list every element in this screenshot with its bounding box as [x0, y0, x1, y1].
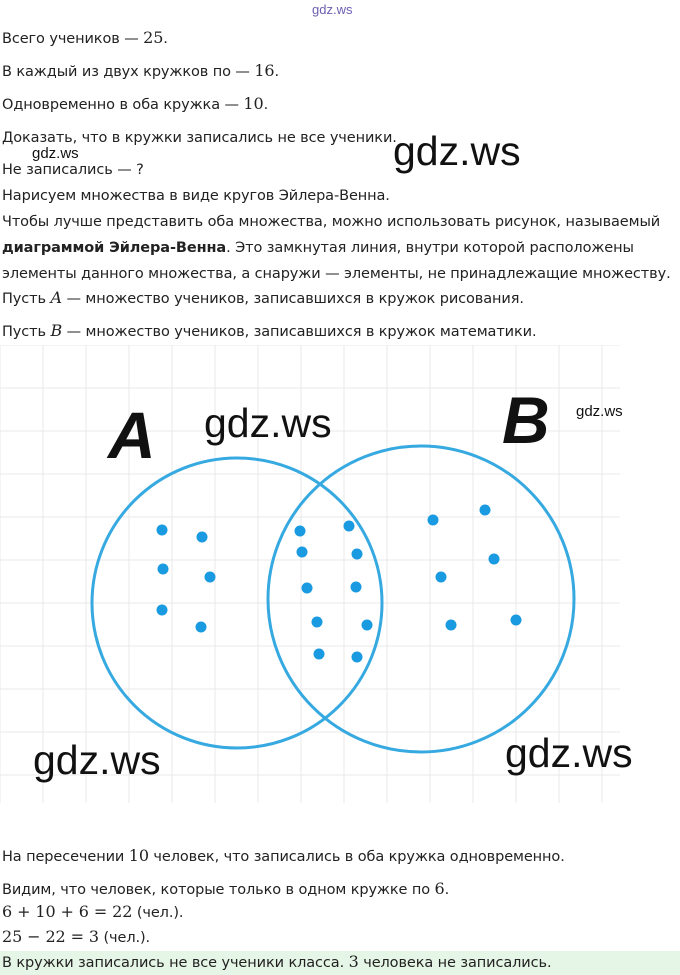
- watermark-big-2: gdz.ws: [204, 400, 332, 446]
- task-question: Не записались — ?: [2, 162, 144, 178]
- given-per-club-number: 16: [254, 61, 275, 80]
- given-per-club-text: В каждый из двух кружков по —: [2, 64, 255, 80]
- term-euler-venn: диаграммой Эйлера-Венна: [2, 240, 227, 256]
- set-b-post: — множество учеников, записавшихся в кружок математики.: [62, 324, 537, 340]
- given-total-end: .: [163, 31, 168, 47]
- student-dot: [344, 521, 355, 532]
- student-dot: [489, 554, 500, 565]
- given-both-line: [2, 94, 268, 115]
- given-per-club-end: .: [274, 64, 280, 80]
- result-intersection-number: 10: [128, 846, 149, 865]
- task-prove: Доказать, что в кружки записались не все ученики.: [2, 130, 397, 146]
- set-b-definition: [2, 321, 537, 342]
- solution-paragraph-3: элементы данного множества, а снаружи — элементы, не принадлежащие множеству.: [2, 266, 671, 282]
- student-dot: [158, 564, 169, 575]
- student-dot: [157, 605, 168, 616]
- answer-line: [2, 952, 551, 973]
- student-dot: [297, 547, 308, 558]
- student-dot: [295, 526, 306, 537]
- student-dot: [428, 515, 439, 526]
- result-intersection-post: человек, что записались в оба кружка одновременно.: [148, 849, 565, 865]
- student-dot: [196, 622, 207, 633]
- watermark-big-3: gdz.ws: [33, 737, 161, 783]
- equation-difference-unit: (чел.).: [98, 930, 151, 946]
- given-per-club-line: [2, 61, 279, 82]
- equation-difference: [2, 927, 150, 948]
- student-dot: [446, 620, 457, 631]
- student-dot: [197, 532, 208, 543]
- set-a-pre: Пусть: [2, 291, 51, 307]
- student-dot: [314, 649, 325, 660]
- student-dot: [352, 652, 363, 663]
- equation-sum: [2, 902, 183, 923]
- set-b-symbol: B: [50, 321, 63, 340]
- answer-number: 3: [348, 952, 359, 971]
- student-dot: [511, 615, 522, 626]
- student-dot: [205, 572, 216, 583]
- circle-set-b: [268, 446, 574, 752]
- result-intersection: [2, 846, 565, 867]
- solution-draw: Нарисуем множества в виде кругов Эйлера-Венна.: [2, 188, 390, 204]
- dots-only-a: [157, 525, 216, 633]
- watermark-big-1: gdz.ws: [393, 128, 521, 174]
- result-only-one-end: .: [444, 882, 450, 898]
- student-dot: [157, 525, 168, 536]
- given-total-number: 25: [143, 28, 164, 47]
- solution-paragraph-1: Чтобы лучше представить оба множества, можно использовать рисунок, называемый: [2, 214, 661, 230]
- given-total-line: [2, 28, 168, 49]
- given-both-end: .: [263, 97, 269, 113]
- student-dot: [362, 620, 373, 631]
- equation-difference-expression: 25 − 22 = 3: [2, 927, 99, 946]
- answer-post: человека не записались.: [358, 955, 552, 971]
- watermark-small-2: gdz.ws: [576, 403, 623, 420]
- student-dot: [436, 572, 447, 583]
- set-b-pre: Пусть: [2, 324, 51, 340]
- result-intersection-pre: На пересечении: [2, 849, 129, 865]
- watermark-big-4: gdz.ws: [505, 730, 633, 776]
- watermark-small-1: gdz.ws: [32, 145, 79, 162]
- student-dot: [480, 505, 491, 516]
- dots-only-b: [428, 505, 522, 631]
- given-both-text: Одновременно в оба кружка —: [2, 97, 244, 113]
- given-both-number: 10: [243, 94, 264, 113]
- student-dot: [352, 549, 363, 560]
- result-only-one: [2, 879, 449, 900]
- student-dot: [351, 582, 362, 593]
- equation-sum-expression: 6 + 10 + 6 = 22: [2, 902, 133, 921]
- solution-paragraph-2: [2, 238, 634, 258]
- set-a-symbol: A: [50, 288, 62, 307]
- set-a-definition: [2, 288, 524, 309]
- student-dot: [312, 617, 323, 628]
- answer-pre: В кружки записались не все ученики класса.: [2, 955, 349, 971]
- dots-both: [295, 521, 373, 663]
- watermark-top: gdz.ws: [312, 2, 353, 17]
- equation-sum-unit: (чел.).: [132, 905, 184, 921]
- set-a-post: — множество учеников, записавшихся в кружок рисования.: [61, 291, 524, 307]
- student-dot: [302, 583, 313, 594]
- result-only-one-pre: Видим, что человек, которые только в одном кружке по: [2, 882, 435, 898]
- result-only-one-number: 6: [434, 879, 445, 898]
- solution-paragraph-2-rest: . Это замкнутая линия, внутри которой расположены: [226, 240, 634, 256]
- label-set-b: B: [502, 383, 550, 457]
- given-total-text: Всего учеников —: [2, 31, 144, 47]
- label-set-a: A: [108, 398, 156, 472]
